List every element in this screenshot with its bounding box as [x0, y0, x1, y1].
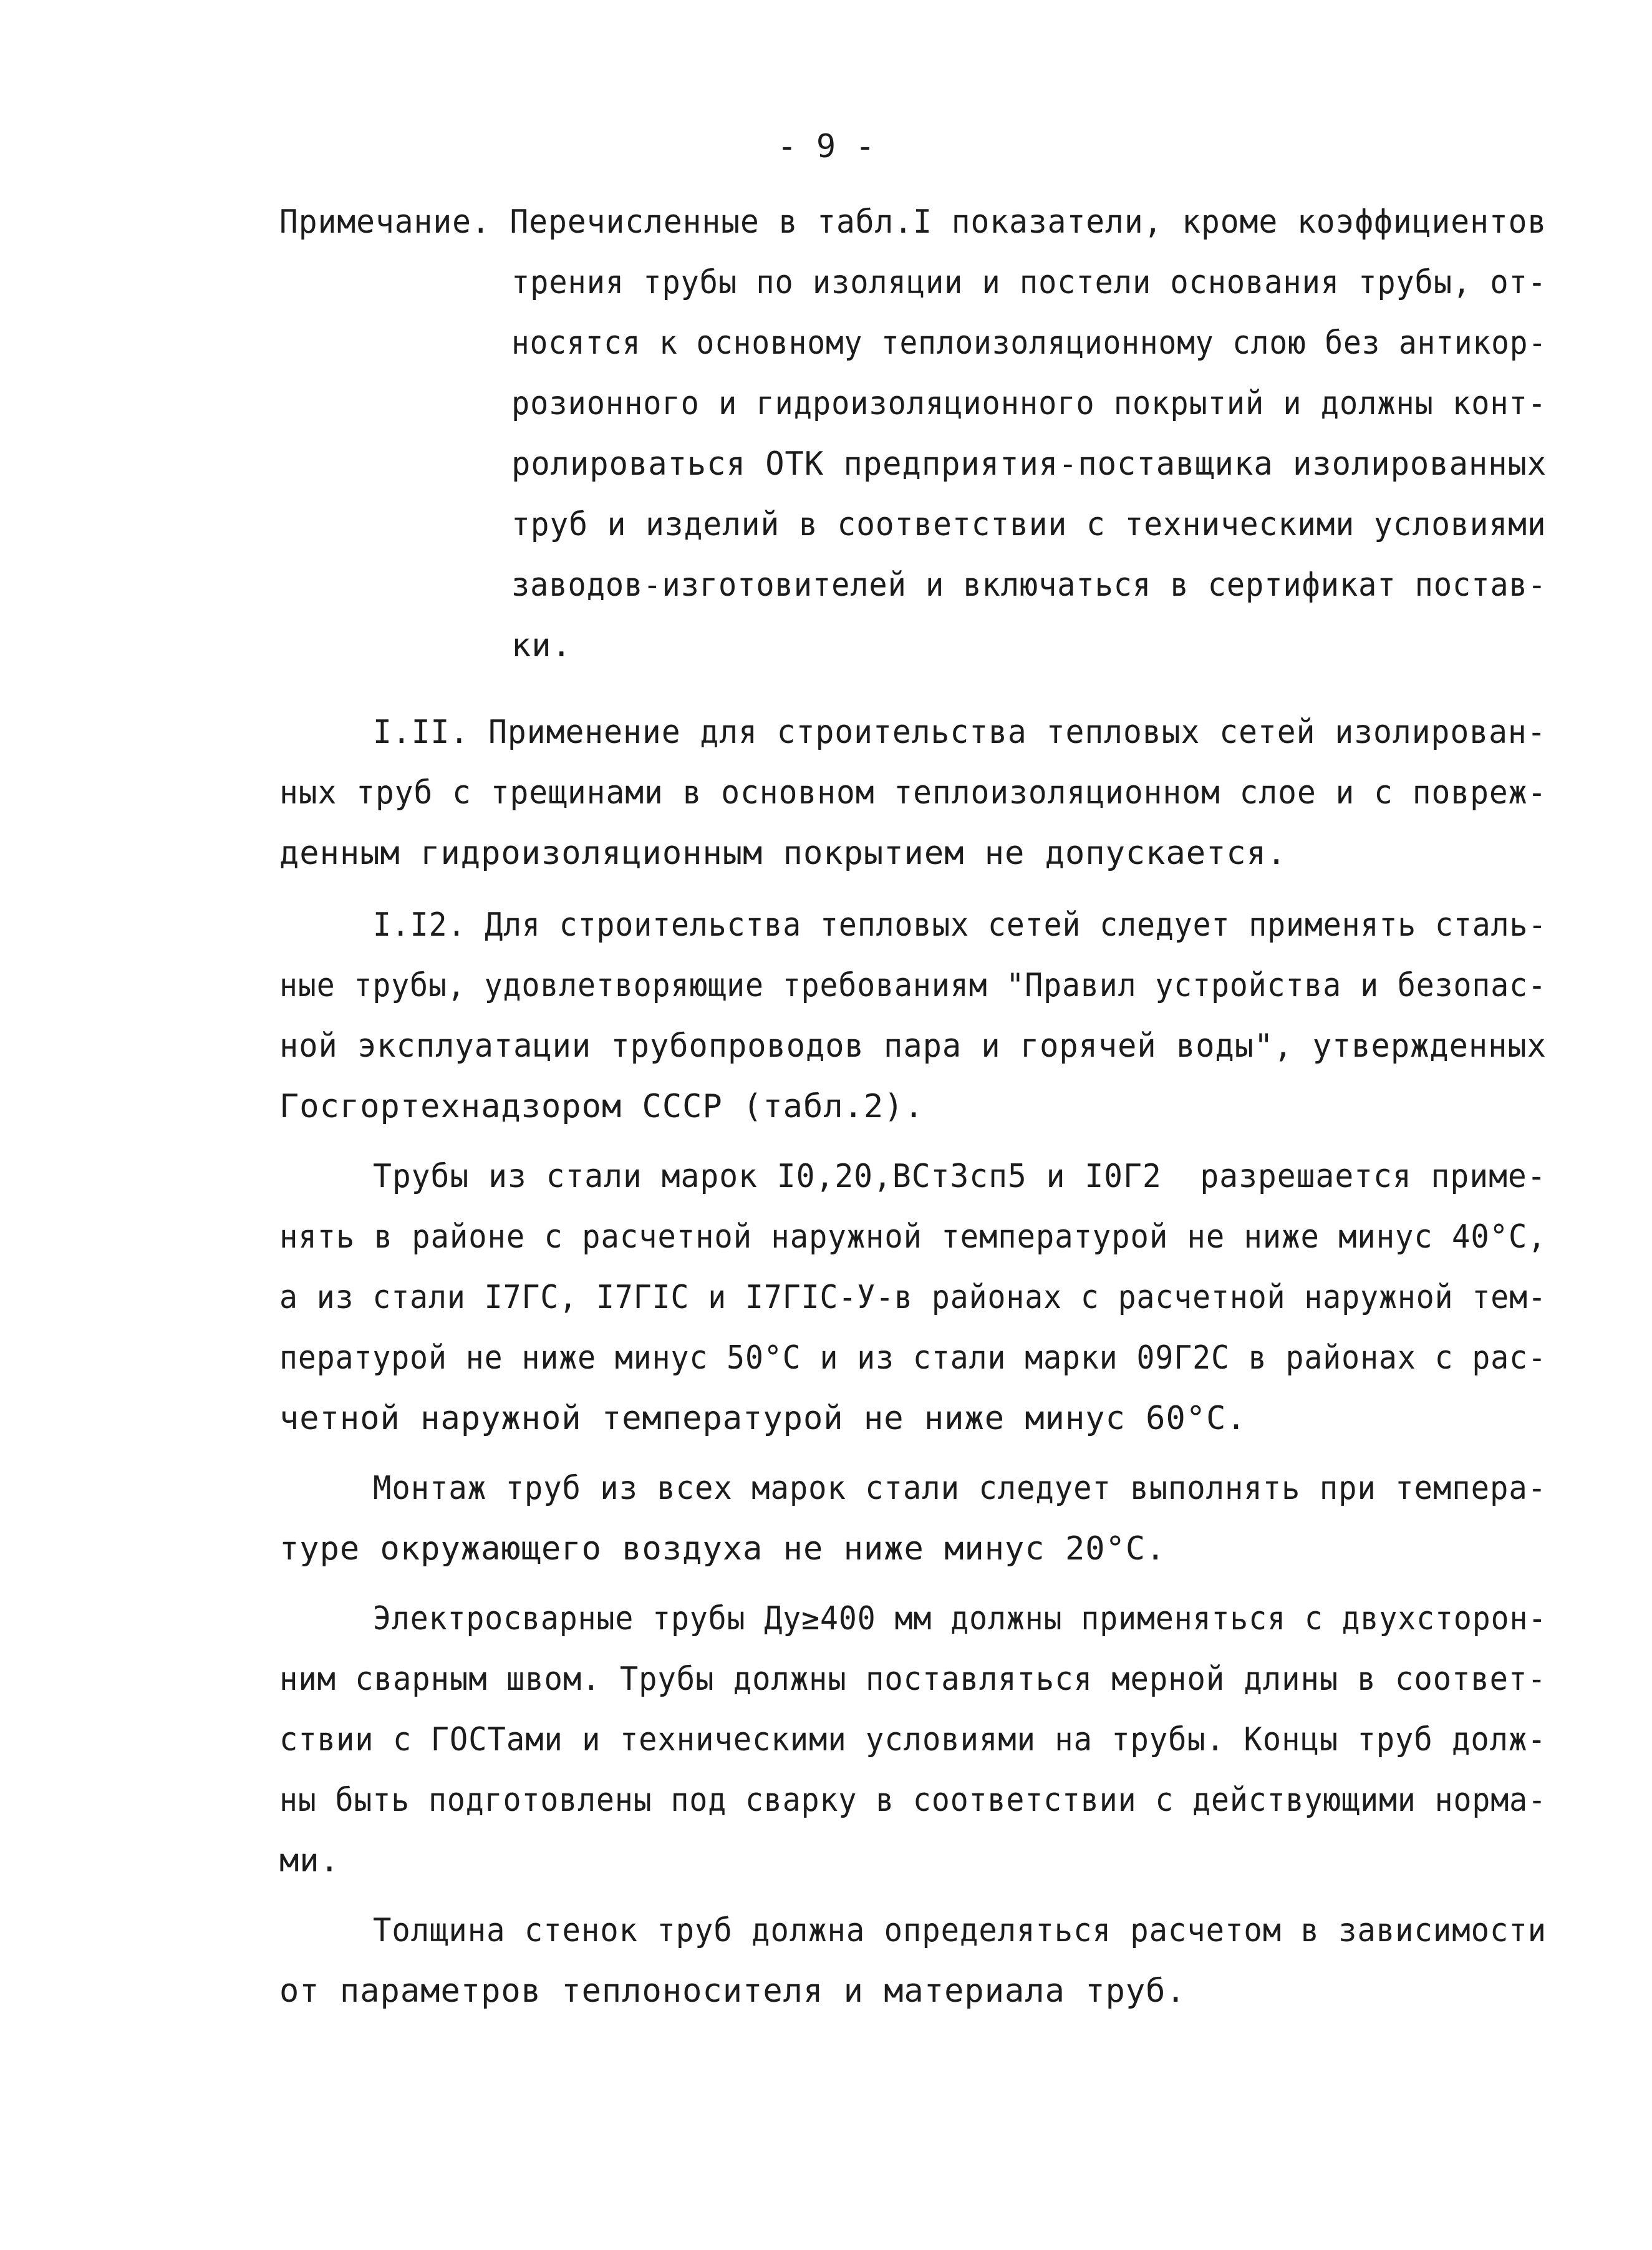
paragraph-line: ны быть подготовлены под сварку в соответствии с действующими норма- — [279, 1782, 1547, 1819]
paragraph-line: пературой не ниже минус 50°С и из стали марки 09Г2С в районах с рас- — [279, 1339, 1547, 1377]
paragraph-line: Трубы из стали марок I0,20,ВСт3сп5 и I0Г2 разрешается приме- — [373, 1158, 1547, 1195]
note-line: заводов-изготовителей и включаться в сертификат постав- — [511, 566, 1547, 604]
paragraph-line: ствии с ГОСТами и техническими условиями на трубы. Концы труб долж- — [279, 1721, 1547, 1758]
paragraph-line: ных труб с трещинами в основном теплоизоляционном слое и с повреж- — [279, 774, 1547, 812]
paragraph-line: I.I2. Для строительства тепловых сетей следует применять сталь- — [373, 906, 1547, 944]
paragraph-line: Госгортехнадзором СССР (табл.2). — [279, 1088, 924, 1125]
note-line: ки. — [511, 627, 572, 664]
paragraph-line: Электросварные трубы Ду≥400 мм должны применяться с двухсторон- — [373, 1600, 1547, 1637]
note-line: трения трубы по изоляции и постели основания трубы, от- — [511, 264, 1547, 301]
paragraph-line: а из стали I7ГС, I7ГIС и I7ГIС-У-в районах с расчетной наружной тем- — [279, 1279, 1547, 1316]
note-line: розионного и гидроизоляционного покрытий и должны конт- — [511, 385, 1547, 422]
note-line: ролироваться ОТК предприятия-поставщика изолированных — [511, 445, 1547, 483]
paragraph-line: четной наружной температурой не ниже минус 60°С. — [279, 1400, 1247, 1437]
paragraph-line: ми. — [279, 1842, 340, 1879]
paragraph-line: денным гидроизоляционным покрытием не допускается. — [279, 835, 1287, 872]
paragraph-line: ним сварным швом. Трубы должны поставляться мерной длины в соответ- — [279, 1661, 1547, 1698]
paragraph-line: туре окружающего воздуха не ниже минус 20°С. — [279, 1530, 1166, 1568]
paragraph-line: Монтаж труб из всех марок стали следует выполнять при темпера- — [373, 1470, 1547, 1507]
page-number: - 9 - — [777, 128, 875, 165]
paragraph-line: ной эксплуатации трубопроводов пара и горячей воды", утвержденных — [279, 1027, 1547, 1065]
note-line: носятся к основному теплоизоляционному слою без антикор- — [511, 324, 1547, 362]
note-line: труб и изделий в соответствии с техническими условиями — [511, 506, 1547, 543]
paragraph-line: ные трубы, удовлетворяющие требованиям "Правил устройства и безопас- — [279, 967, 1547, 1004]
paragraph-line: нять в районе с расчетной наружной температурой не ниже минус 40°С, — [279, 1218, 1547, 1256]
note-line: Примечание. Перечисленные в табл.I показатели, кроме коэффициентов — [279, 203, 1547, 241]
paragraph-line: от параметров теплоносителя и материала труб. — [279, 1972, 1186, 2010]
paragraph-line: Толщина стенок труб должна определяться расчетом в зависимости — [373, 1912, 1547, 1949]
paragraph-line: I.II. Применение для строительства тепловых сетей изолирован- — [373, 714, 1547, 751]
